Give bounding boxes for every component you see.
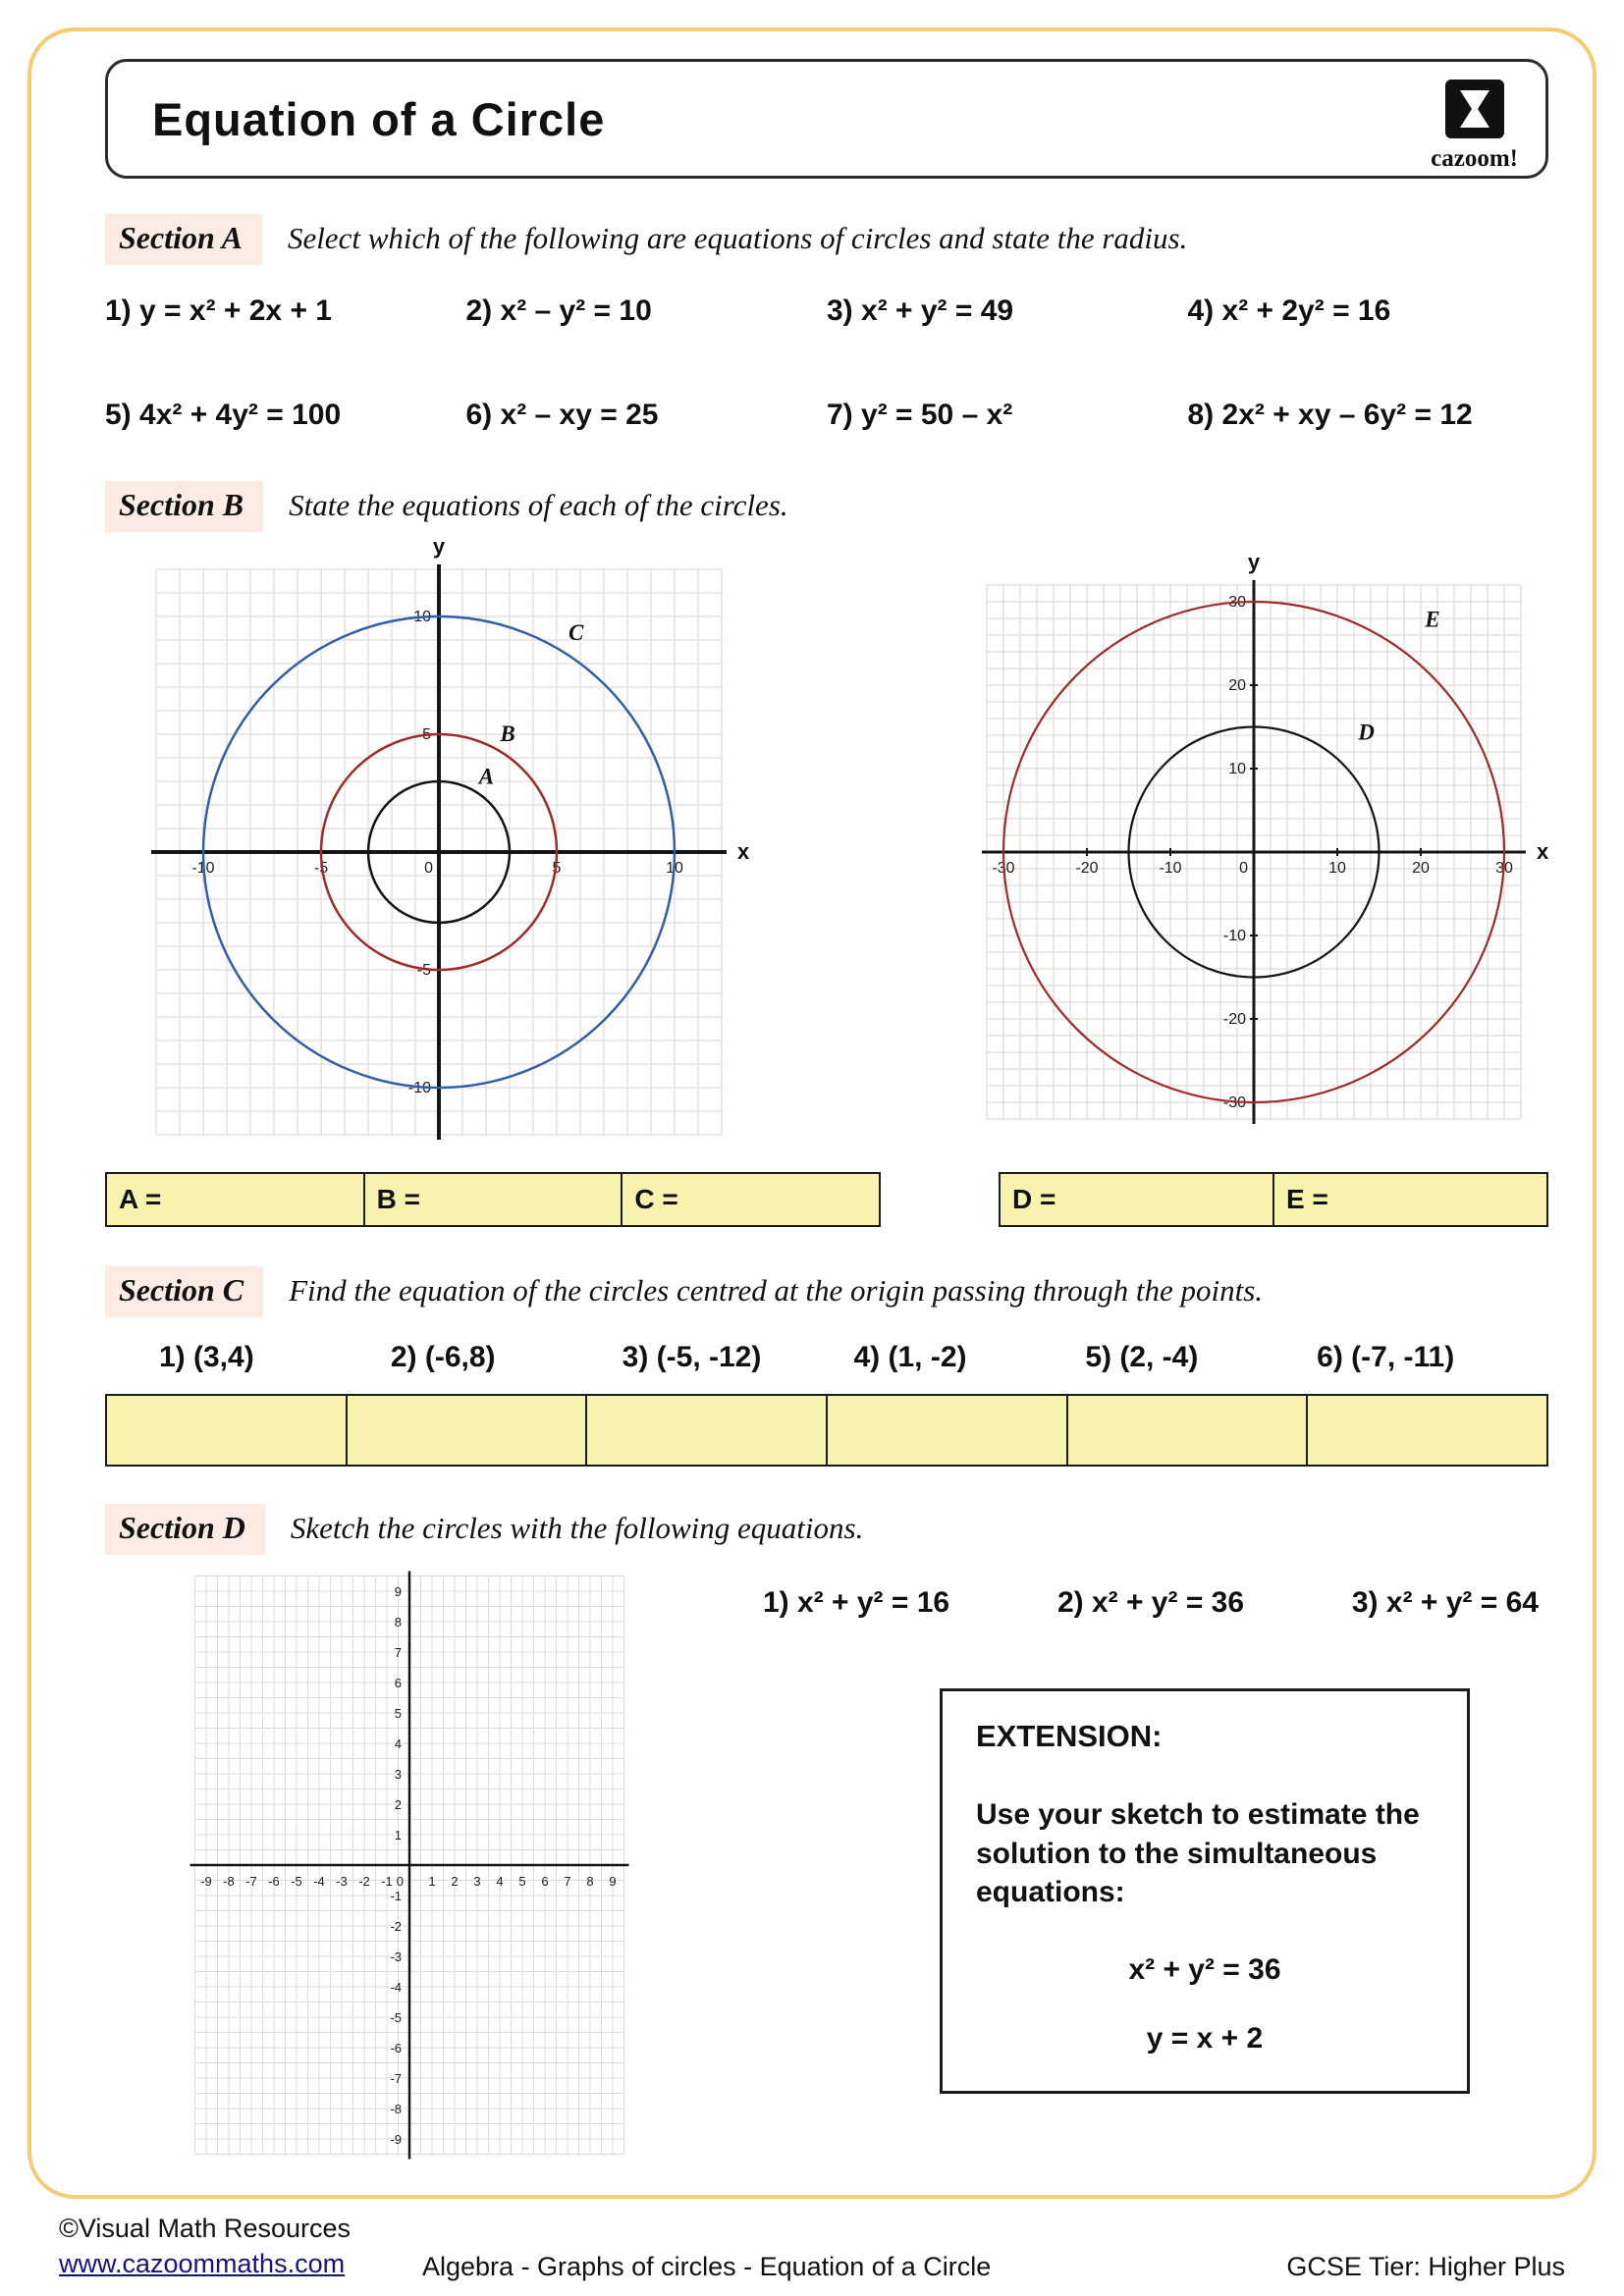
svg-text:2: 2 xyxy=(451,1874,459,1889)
equation-2: 2) x² – y² = 10 xyxy=(465,294,652,327)
section-b-answers xyxy=(105,1172,1548,1227)
answer-box-a xyxy=(105,1172,365,1227)
svg-text:0: 0 xyxy=(396,1874,404,1889)
cazoom-logo-text: cazoom! xyxy=(1431,145,1518,172)
svg-text:E: E xyxy=(1425,607,1440,632)
answer-box-c2 xyxy=(346,1394,588,1467)
svg-text:C: C xyxy=(568,620,584,645)
worksheet-frame xyxy=(27,27,1597,2199)
svg-text:-10: -10 xyxy=(1222,928,1246,944)
svg-text:7: 7 xyxy=(394,1645,402,1660)
section-d-label: Section D xyxy=(105,1504,265,1555)
answer-box-b xyxy=(363,1172,623,1227)
svg-text:5: 5 xyxy=(394,1706,402,1721)
section-c-points xyxy=(105,1341,1548,1374)
answer-group-abc xyxy=(105,1172,881,1227)
svg-text:8: 8 xyxy=(394,1615,402,1629)
answer-label-a: A = xyxy=(119,1184,162,1214)
answer-group-de xyxy=(999,1172,1548,1227)
extension-box xyxy=(940,1688,1470,2094)
svg-text:-5: -5 xyxy=(313,860,329,877)
svg-text:3: 3 xyxy=(394,1767,402,1782)
svg-text:-10: -10 xyxy=(1159,860,1182,877)
answer-label-d: D = xyxy=(1012,1184,1056,1214)
svg-text:-5: -5 xyxy=(390,2010,402,2025)
svg-text:-9: -9 xyxy=(200,1874,212,1889)
svg-text:10: 10 xyxy=(1228,761,1246,777)
svg-text:1: 1 xyxy=(428,1874,436,1889)
section-a-equations xyxy=(105,294,1548,432)
svg-text:-30: -30 xyxy=(1222,1095,1246,1111)
svg-text:-4: -4 xyxy=(390,1980,402,1995)
svg-text:-9: -9 xyxy=(390,2132,402,2147)
equation-4: 4) x² + 2y² = 16 xyxy=(1187,294,1391,327)
svg-text:-20: -20 xyxy=(1075,860,1099,877)
equation-8: 8) 2x² + xy – 6y² = 12 xyxy=(1187,399,1473,431)
svg-text:x: x xyxy=(737,839,750,864)
svg-text:y: y xyxy=(432,540,446,559)
svg-text:-7: -7 xyxy=(245,1874,257,1889)
page-title: Equation of a Circle xyxy=(152,92,606,145)
answer-label-b: B = xyxy=(376,1184,421,1214)
answer-box-c3 xyxy=(585,1394,828,1467)
svg-text:-5: -5 xyxy=(291,1874,302,1889)
point-5: 5) (2, -4) xyxy=(1085,1341,1199,1373)
section-a-header xyxy=(105,214,1548,265)
sketch-grid xyxy=(105,1561,714,2169)
svg-text:30: 30 xyxy=(1228,594,1246,611)
point-2: 2) (-6,8) xyxy=(390,1341,496,1373)
svg-text:-2: -2 xyxy=(390,1919,402,1934)
section-b-label: Section B xyxy=(105,481,263,532)
answer-label-c: C = xyxy=(634,1184,678,1214)
extension-body: Use your sketch to estimate the solution to the simultaneous equations: xyxy=(976,1798,1420,1909)
section-c-answers xyxy=(105,1394,1548,1467)
answer-box-e xyxy=(1272,1172,1548,1227)
svg-text:-6: -6 xyxy=(390,2041,402,2056)
svg-text:4: 4 xyxy=(394,1736,402,1751)
svg-text:-30: -30 xyxy=(992,860,1015,877)
section-c-instruction: Find the equation of the circles centred at the origin passing through the points. xyxy=(289,1273,1264,1308)
extension-equation-1: x² + y² = 36 xyxy=(1128,1952,1281,1986)
cazoom-logo-icon xyxy=(1444,79,1505,144)
svg-text:-5: -5 xyxy=(416,962,431,979)
svg-text:5: 5 xyxy=(422,726,431,743)
section-c-header xyxy=(105,1266,1548,1317)
svg-text:-3: -3 xyxy=(336,1874,348,1889)
svg-text:9: 9 xyxy=(394,1584,402,1599)
section-a-instruction: Select which of the following are equations of circles and state the radius. xyxy=(287,221,1188,255)
answer-box-d xyxy=(999,1172,1274,1227)
svg-text:-10: -10 xyxy=(407,1080,431,1096)
svg-text:x: x xyxy=(1537,839,1548,864)
svg-text:D: D xyxy=(1358,720,1375,745)
svg-text:20: 20 xyxy=(1412,860,1430,877)
point-6: 6) (-7, -11) xyxy=(1317,1341,1455,1373)
section-d-right xyxy=(743,1561,1548,2169)
svg-text:6: 6 xyxy=(541,1874,549,1889)
svg-text:6: 6 xyxy=(394,1676,402,1690)
svg-text:9: 9 xyxy=(609,1874,617,1889)
svg-text:10: 10 xyxy=(413,609,431,625)
svg-text:-10: -10 xyxy=(191,860,215,877)
section-d-content xyxy=(105,1561,1548,2169)
svg-text:-4: -4 xyxy=(313,1874,325,1889)
svg-text:10: 10 xyxy=(666,860,683,877)
svg-text:-8: -8 xyxy=(223,1874,235,1889)
sketch-equation-3: 3) x² + y² = 64 xyxy=(1351,1586,1539,1619)
equation-7: 7) y² = 50 – x² xyxy=(827,399,1013,431)
answer-box-c5 xyxy=(1066,1394,1309,1467)
section-c-label: Section C xyxy=(105,1266,263,1317)
footer-breadcrumb: Algebra - Graphs of circles - Equation of a Circle xyxy=(422,2251,992,2281)
answer-box-c6 xyxy=(1306,1394,1548,1467)
svg-text:10: 10 xyxy=(1328,860,1346,877)
svg-text:5: 5 xyxy=(518,1874,526,1889)
sketch-equation-2: 2) x² + y² = 36 xyxy=(1056,1586,1245,1619)
svg-text:0: 0 xyxy=(1239,860,1248,877)
section-b-header xyxy=(105,481,1548,532)
svg-text:20: 20 xyxy=(1228,677,1246,694)
svg-text:-8: -8 xyxy=(390,2102,402,2116)
svg-text:B: B xyxy=(500,721,515,747)
section-b-graphs xyxy=(105,540,1548,1168)
section-b-instruction: State the equations of each of the circles. xyxy=(289,488,788,522)
svg-text:-1: -1 xyxy=(390,1889,402,1903)
section-a-label: Section A xyxy=(105,214,262,265)
section-d-instruction: Sketch the circles with the following equations. xyxy=(290,1511,864,1545)
svg-text:1: 1 xyxy=(394,1828,402,1842)
answer-box-c1 xyxy=(105,1394,348,1467)
point-1: 1) (3,4) xyxy=(159,1341,254,1373)
section-d-header xyxy=(105,1504,1548,1555)
circle-graph-abc xyxy=(105,540,773,1168)
point-3: 3) (-5, -12) xyxy=(622,1341,762,1373)
svg-text:-2: -2 xyxy=(358,1874,370,1889)
svg-text:-6: -6 xyxy=(268,1874,280,1889)
answer-box-c4 xyxy=(826,1394,1068,1467)
answer-box-c xyxy=(621,1172,881,1227)
section-d-equations xyxy=(743,1586,1548,1620)
equation-6: 6) x² – xy = 25 xyxy=(465,399,659,431)
svg-text:-1: -1 xyxy=(381,1874,393,1889)
answer-label-e: E = xyxy=(1286,1184,1328,1214)
footer xyxy=(59,2211,1565,2282)
svg-text:y: y xyxy=(1247,550,1261,574)
svg-text:A: A xyxy=(478,764,495,789)
footer-copyright: ©Visual Math Resources xyxy=(59,2214,352,2243)
point-4: 4) (1, -2) xyxy=(853,1341,967,1373)
extension-title: EXTENSION: xyxy=(976,1719,1163,1753)
equation-3: 3) x² + y² = 49 xyxy=(827,294,1014,327)
header xyxy=(105,59,1548,179)
svg-text:4: 4 xyxy=(496,1874,504,1889)
svg-text:7: 7 xyxy=(564,1874,571,1889)
footer-tier: GCSE Tier: Higher Plus xyxy=(1286,2251,1565,2281)
svg-text:-7: -7 xyxy=(390,2071,402,2086)
svg-text:8: 8 xyxy=(586,1874,594,1889)
svg-text:0: 0 xyxy=(424,860,433,877)
sketch-equation-1: 1) x² + y² = 16 xyxy=(763,1586,950,1619)
svg-text:30: 30 xyxy=(1495,860,1513,877)
svg-text:-20: -20 xyxy=(1222,1011,1246,1028)
equation-5: 5) 4x² + 4y² = 100 xyxy=(105,399,342,431)
svg-text:3: 3 xyxy=(473,1874,481,1889)
svg-text:5: 5 xyxy=(552,860,562,877)
circle-graph-de xyxy=(959,540,1548,1168)
svg-text:-3: -3 xyxy=(390,1949,402,1964)
extension-equation-2: y = x + 2 xyxy=(1146,2021,1264,2055)
svg-text:2: 2 xyxy=(394,1797,402,1812)
equation-1: 1) y = x² + 2x + 1 xyxy=(105,294,332,327)
footer-website-link[interactable]: www.cazoommaths.com xyxy=(59,2249,346,2279)
cazoom-logo xyxy=(1431,79,1518,173)
footer-left xyxy=(59,2211,383,2282)
